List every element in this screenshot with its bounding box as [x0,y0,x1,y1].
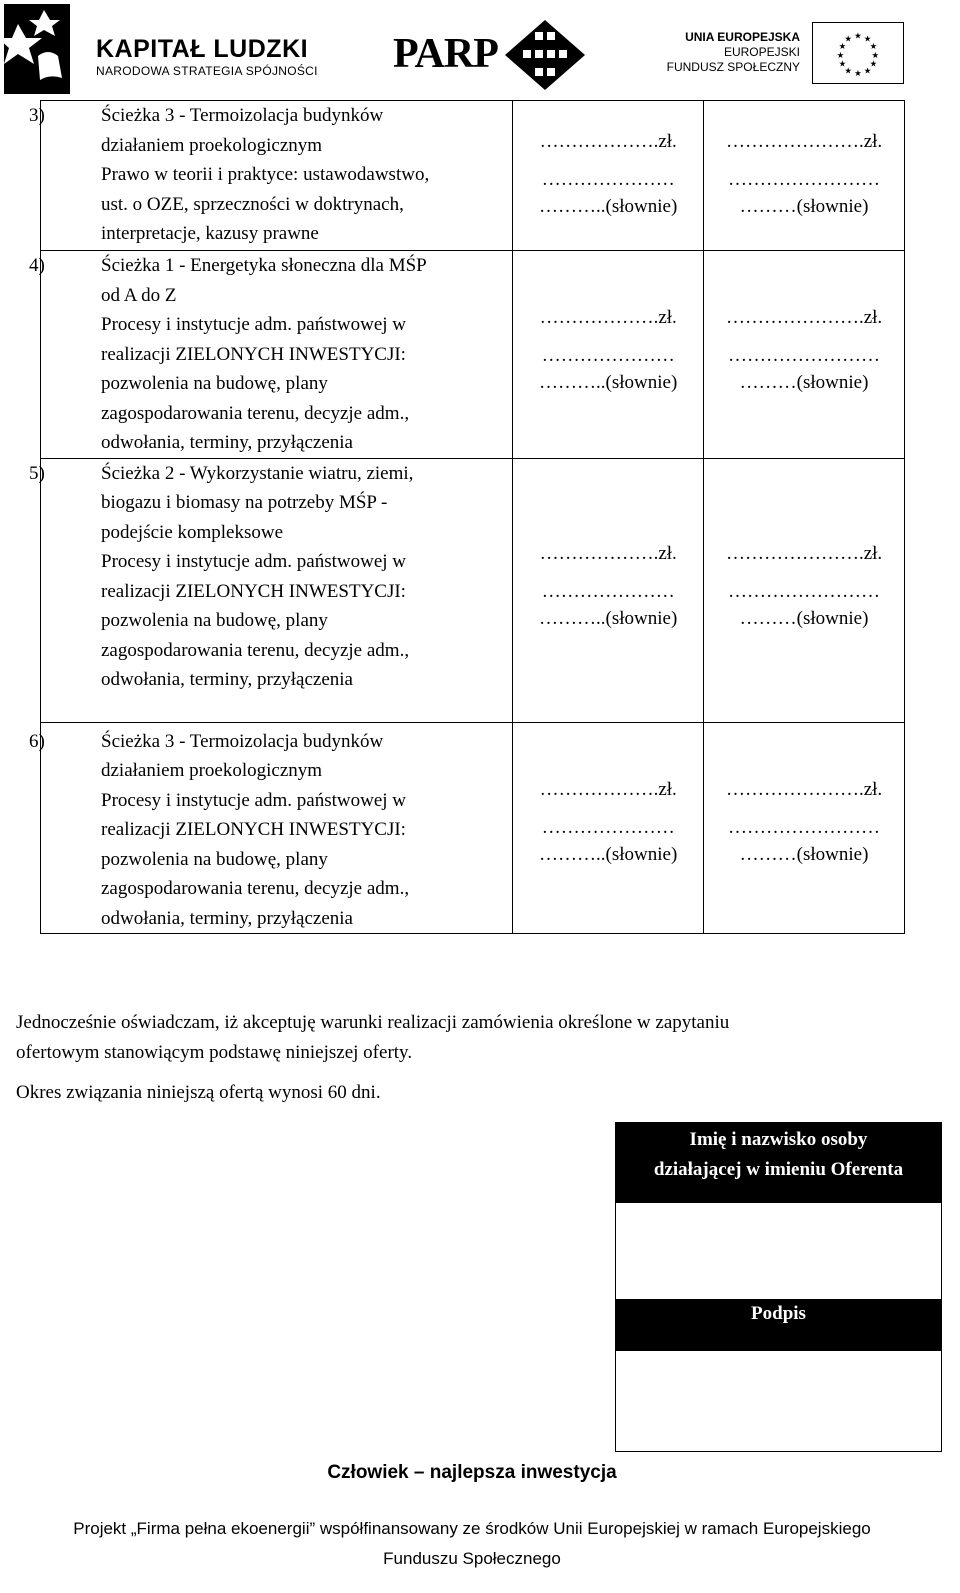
svg-text:★: ★ [863,33,872,44]
price-zl: ………………….zł. [725,778,883,800]
svg-text:★: ★ [844,65,853,76]
item-number: 4) [29,255,45,276]
item-line: pozwolenia na budowę, plany [101,373,328,394]
name-label-bar [616,1123,941,1203]
offer-table [29,100,905,934]
item-line: odwołania, terminy, przyłączenia [101,432,353,453]
declaration-line: Jednocześnie oświadczam, iż akceptuję warunki realizacji zamówienia określone w zapytaniu [16,1012,730,1033]
item-line: Procesy i instytucje adm. państwowej w [101,551,407,572]
price-words: ………(słownie) [739,372,869,393]
price-cell[interactable] [704,722,905,934]
item-line: odwołania, terminy, przyłączenia [101,907,353,929]
row-description [29,722,513,934]
name-label-line: działającej w imieniu Oferenta [653,1159,904,1180]
price-dots: …………………… [728,345,881,366]
item-line: odwołania, terminy, przyłączenia [101,669,353,690]
page-header [0,0,960,100]
item-number: 5) [29,462,45,484]
sign-label-bar [616,1299,941,1351]
price-cell[interactable] [704,458,905,722]
parp-wordmark: PARP [393,31,498,77]
declaration-line: ofertowym stanowiącym podstawę niniejszej oferty. [16,1042,413,1063]
eu-flag-icon [812,22,904,84]
price-block [513,771,703,869]
item-line: działaniem proekologicznym [101,760,323,781]
signature-box [615,1122,942,1452]
price-cell[interactable] [513,458,704,722]
footer-line: Projekt „Firma pełna ekoenergii” współfinansowany ze środków Unii Europejskiej w ramach Europejskiego [73,1519,871,1538]
item-line: Procesy i instytucje adm. państwowej w [101,314,407,335]
price-block [704,771,904,869]
table-row [41,722,905,934]
svg-text:★: ★ [836,49,845,60]
ue-line3: FUNDUSZ SPOŁECZNY [666,60,800,74]
name-label-line: Imię i nazwisko osoby [689,1129,868,1150]
price-dots: ………………… [541,580,675,602]
price-words: ………(słownie) [739,196,869,217]
price-cell[interactable] [513,251,704,459]
list-item [29,101,500,249]
svg-text:★: ★ [838,41,847,52]
item-number: 6) [29,730,45,752]
sign-label: Podpis [751,1303,806,1324]
price-cell[interactable] [704,101,905,251]
list-item [29,727,500,934]
item-line: Ścieżka 3 - Termoizolacja budynków [101,105,384,126]
kapital-ludzki-logo-icon [4,4,70,94]
item-line: zagospodarowania terenu, decyzje adm., [101,878,410,899]
item-line: realizacji ZIELONYCH INWESTYCJI: [101,819,406,840]
price-dots: ………………… [541,816,675,838]
item-line: realizacji ZIELONYCH INWESTYCJI: [101,580,406,602]
row-description [29,251,513,459]
price-zl: ……………….zł. [539,307,677,328]
price-dots: …………………… [728,580,881,602]
price-words: ………(słownie) [739,843,869,865]
item-line: pozwolenia na budowę, plany [101,848,328,870]
item-line: od A do Z [101,284,177,306]
item-line: Ścieżka 2 - Wykorzystanie wiatru, ziemi, [101,462,414,484]
ue-wordmark [640,30,800,75]
price-words: ………..(słownie) [539,843,678,865]
kapital-ludzki-wordmark [96,36,318,78]
price-dots: ………………… [541,169,675,190]
svg-text:★: ★ [869,58,878,69]
price-dots: ………………… [541,345,675,366]
row-description [29,101,513,251]
price-cell[interactable] [513,101,704,251]
footer-line: Funduszu Społecznego [383,1549,561,1568]
price-block [704,299,904,397]
price-words: ………(słownie) [739,607,869,629]
item-line: ust. o OZE, sprzeczności w doktrynach, [101,193,404,215]
price-zl: ……………….zł. [539,131,677,152]
item-line: Ścieżka 3 - Termoizolacja budynków [101,730,384,752]
item-line: interpretacje, kazusy prawne [101,223,319,244]
item-number: 3) [29,105,45,126]
row-description [29,458,513,722]
price-zl: ………………….zł. [725,542,883,564]
item-line: działaniem proekologicznym [101,134,323,156]
table-row [41,458,905,722]
parp-logo-icon [505,20,585,90]
price-zl: ………………….zł. [725,307,883,328]
table-row [41,251,905,459]
list-item [29,459,500,695]
table-row [41,101,905,251]
price-block [704,535,904,633]
validity-text: Okres związania niniejszą ofertą wynosi 60 dni. [16,1082,381,1103]
price-block [704,123,904,221]
item-line: podejście kompleksowe [101,521,284,543]
price-zl: ……………….zł. [539,778,677,800]
price-cell[interactable] [513,722,704,934]
item-line: Prawo w teorii i praktyce: ustawodawstwo, [101,164,430,185]
svg-text:★: ★ [838,58,847,69]
svg-text:★: ★ [854,68,862,79]
item-line: Ścieżka 1 - Energetyka słoneczna dla MŚP [101,255,427,276]
kl-subtitle: NARODOWA STRATEGIA SPÓJNOŚCI [96,64,318,78]
price-block [513,123,703,221]
ue-line1: UNIA EUROPEJSKA [685,30,800,44]
kl-title: KAPITAŁ LUDZKI [96,35,309,63]
item-line: zagospodarowania terenu, decyzje adm., [101,402,410,424]
svg-text:★: ★ [863,65,872,76]
price-words: ………..(słownie) [539,607,678,629]
svg-text:★: ★ [869,41,878,52]
item-line: Procesy i instytucje adm. państwowej w [101,789,407,811]
item-line: biogazu i biomasy na potrzeby MŚP - [101,492,388,513]
ue-line2: EUROPEJSKI [723,45,800,59]
name-field[interactable] [616,1203,941,1299]
price-zl: ……………….zł. [539,542,677,564]
footer-project [0,1514,944,1574]
price-block [513,299,703,397]
price-words: ………..(słownie) [539,196,678,217]
item-line: zagospodarowania terenu, decyzje adm., [101,639,410,661]
list-item [29,251,500,458]
item-line: realizacji ZIELONYCH INWESTYCJI: [101,343,406,365]
svg-text:★: ★ [844,33,853,44]
price-dots: …………………… [728,169,881,190]
footer-slogan: Człowiek – najlepsza inwestycja [327,1462,617,1483]
declaration-paragraph [16,1008,916,1068]
price-words: ………..(słownie) [539,372,678,393]
signature-field[interactable] [616,1351,941,1451]
price-cell[interactable] [704,251,905,459]
price-block [513,535,703,633]
price-zl: ………………….zł. [725,131,883,152]
item-line: pozwolenia na budowę, plany [101,610,328,631]
price-dots: …………………… [728,816,881,838]
svg-text:★: ★ [854,30,862,41]
svg-text:★: ★ [871,49,880,60]
